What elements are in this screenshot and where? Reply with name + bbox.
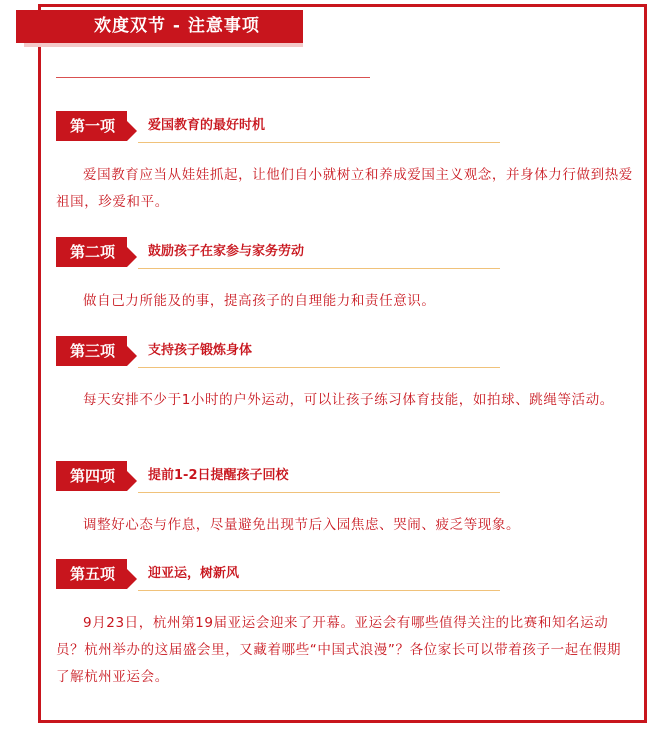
section-title: 爱国教育的最好时机: [148, 118, 266, 133]
section-body: 做自己力所能及的事，提高孩子的自理能力和责任意识。: [83, 293, 436, 309]
section-title: 迎亚运，树新风: [148, 566, 240, 581]
section-body: 每天安排不少于1小时的户外运动，可以让孩子练习体育技能，如拍球、跳绳等活动。: [83, 392, 614, 408]
section-tag: 第五项: [56, 559, 127, 589]
section-tag: 第四项: [56, 461, 127, 491]
section-tag: 第二项: [56, 237, 127, 267]
banner-shadow: [24, 43, 303, 47]
section-body: 9月23日，杭州第19届亚运会迎来了开幕。亚运会有哪些值得关注的比赛和知名运动员？杭州举办的这届盛会里，又藏着哪些“中国式浪漫”？各位家长可以带着孩子一起在假期了解杭州亚运会。: [56, 615, 622, 685]
section-tag: 第一项: [56, 111, 127, 141]
section-underline: [138, 268, 500, 269]
section-title: 提前1-2日提醒孩子回校: [148, 468, 289, 483]
section-underline: [138, 367, 500, 368]
section-underline: [138, 590, 500, 591]
section-title: 鼓励孩子在家参与家务劳动: [148, 244, 305, 259]
section-title: 支持孩子锻炼身体: [148, 343, 253, 358]
section-underline: [138, 142, 500, 143]
section-underline: [138, 492, 500, 493]
page-title: 欢度双节 - 注意事项: [16, 10, 303, 43]
section-tag: 第三项: [56, 336, 127, 366]
divider: [56, 77, 370, 78]
section-body: 爱国教育应当从娃娃抓起，让他们自小就树立和养成爱国主义观念，并身体力行做到热爱祖国，珍爱和平。: [56, 167, 633, 210]
section-body: 调整好心态与作息，尽量避免出现节后入园焦虑、哭闹、疲乏等现象。: [83, 517, 521, 533]
